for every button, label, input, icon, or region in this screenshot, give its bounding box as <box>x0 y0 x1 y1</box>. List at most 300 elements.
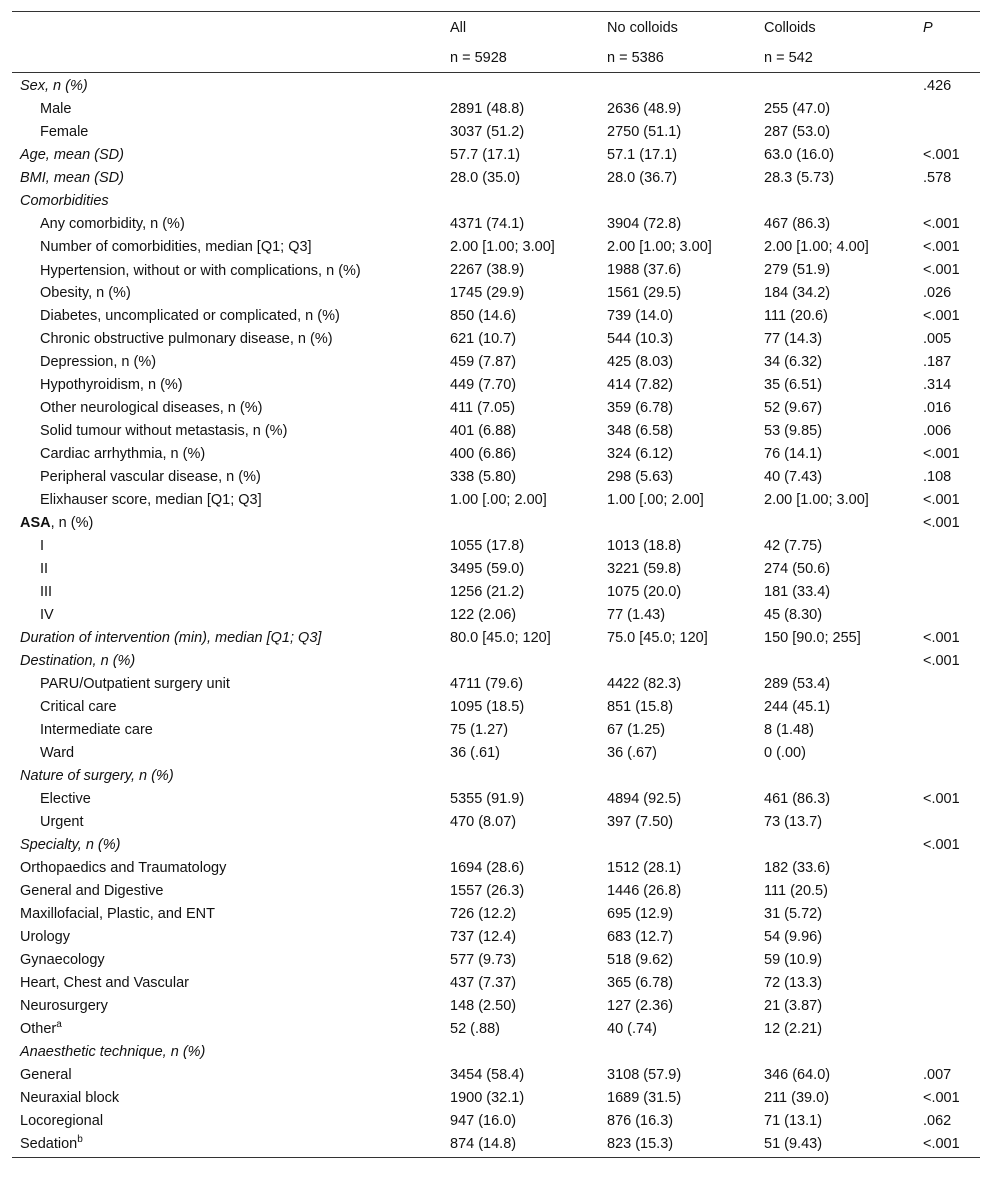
table-row <box>12 628 980 651</box>
cell-p-value: <.001 <box>923 492 960 508</box>
cell-all: 1.00 [.00; 2.00] <box>450 492 547 508</box>
cell-colloids: 40 (7.43) <box>764 469 823 485</box>
row-label-text: Number of comorbidities, median [Q1; Q3] <box>40 239 312 255</box>
cell-colloids: 287 (53.0) <box>764 124 831 140</box>
row-label-text: ASA <box>20 515 51 531</box>
cell-no-colloids: 67 (1.25) <box>607 722 666 738</box>
cell-colloids: 34 (6.32) <box>764 354 823 370</box>
table-row <box>12 1019 980 1042</box>
row-label-text: General <box>20 1067 72 1083</box>
table-row <box>12 582 980 605</box>
cell-no-colloids: 77 (1.43) <box>607 607 666 623</box>
cell-colloids: 279 (51.9) <box>764 262 831 278</box>
cell-no-colloids <box>607 766 764 789</box>
cell-colloids: 52 (9.67) <box>764 400 823 416</box>
row-label <box>12 191 450 214</box>
row-label <box>12 1042 450 1065</box>
cell-colloids: 8 (1.48) <box>764 722 814 738</box>
cell-p-value: .005 <box>923 331 952 347</box>
cell-colloids: 111 (20.6) <box>764 308 828 324</box>
row-label <box>12 99 450 122</box>
cell-no-colloids: 1561 (29.5) <box>607 285 682 301</box>
cell-all: 459 (7.87) <box>450 354 517 370</box>
cell-no-colloids <box>607 191 764 214</box>
cell-all: 1256 (21.2) <box>450 584 525 600</box>
cell-p-value: .006 <box>923 423 952 439</box>
cell-no-colloids: 359 (6.78) <box>607 400 674 416</box>
cell-all: 28.0 (35.0) <box>450 170 521 186</box>
cell-colloids: 73 (13.7) <box>764 814 823 830</box>
cell-colloids <box>764 1042 921 1065</box>
cell-no-colloids: 1013 (18.8) <box>607 538 682 554</box>
row-label <box>12 375 450 398</box>
cell-no-colloids: 2.00 [1.00; 3.00] <box>607 239 712 255</box>
row-label-text: General and Digestive <box>20 883 164 899</box>
row-label <box>12 996 450 1019</box>
table-row <box>12 73 980 100</box>
table-row <box>12 950 980 973</box>
cell-no-colloids: 2636 (48.9) <box>607 101 682 117</box>
cell-no-colloids: 876 (16.3) <box>607 1113 674 1129</box>
row-label-text: Anaesthetic technique, n (%) <box>20 1044 206 1060</box>
cell-no-colloids: 425 (8.03) <box>607 354 674 370</box>
cell-no-colloids <box>607 835 764 858</box>
row-label <box>12 536 450 559</box>
cell-p-value: .016 <box>923 400 952 416</box>
table-row <box>12 1134 980 1158</box>
row-label-text: Other <box>20 1021 57 1037</box>
row-label <box>12 145 450 168</box>
cell-colloids: 28.3 (5.73) <box>764 170 835 186</box>
row-label-text: Sex, n (%) <box>20 78 88 94</box>
row-label <box>12 444 450 467</box>
row-label-text: Peripheral vascular disease, n (%) <box>40 469 261 485</box>
row-label <box>12 605 450 628</box>
cell-no-colloids: 2750 (51.1) <box>607 124 682 140</box>
cell-all <box>450 1042 607 1065</box>
cell-p-value <box>921 1019 980 1042</box>
cell-all: 3454 (58.4) <box>450 1067 525 1083</box>
cell-no-colloids: 823 (15.3) <box>607 1134 764 1158</box>
row-label <box>12 743 450 766</box>
cell-p-value: .026 <box>923 285 952 301</box>
cell-all: 3495 (59.0) <box>450 561 525 577</box>
row-label <box>12 1019 450 1042</box>
table-row <box>12 398 980 421</box>
table-row <box>12 214 980 237</box>
cell-all: 874 (14.8) <box>450 1134 607 1158</box>
cell-all: 36 (.61) <box>450 745 500 761</box>
row-label-text: Neurosurgery <box>20 998 108 1014</box>
row-label <box>12 927 450 950</box>
cell-p-value <box>921 720 980 743</box>
cell-p-value: <.001 <box>923 308 960 324</box>
cell-colloids: 76 (14.1) <box>764 446 823 462</box>
cell-colloids: 35 (6.51) <box>764 377 823 393</box>
row-label-text: Gynaecology <box>20 952 105 968</box>
cell-all: 57.7 (17.1) <box>450 147 521 163</box>
cell-all <box>450 73 607 100</box>
table-row <box>12 191 980 214</box>
data-table <box>12 11 980 1158</box>
cell-p-value: .314 <box>923 377 952 393</box>
cell-colloids: 244 (45.1) <box>764 699 831 715</box>
cell-colloids: 12 (2.21) <box>764 1021 823 1037</box>
row-label-text: IV <box>40 607 54 623</box>
cell-all: 5355 (91.9) <box>450 791 525 807</box>
cell-no-colloids: 1988 (37.6) <box>607 262 682 278</box>
row-label-text: Locoregional <box>20 1113 104 1129</box>
row-label <box>12 73 450 100</box>
cell-p-value: .007 <box>923 1067 952 1083</box>
cell-no-colloids: 397 (7.50) <box>607 814 674 830</box>
cell-no-colloids: 3221 (59.8) <box>607 561 682 577</box>
row-label <box>12 973 450 996</box>
cell-colloids: 53 (9.85) <box>764 423 823 439</box>
col-p-header: P <box>921 12 980 41</box>
cell-p-value <box>921 674 980 697</box>
cell-colloids: 461 (86.3) <box>764 791 831 807</box>
row-label <box>12 789 450 812</box>
cell-no-colloids: 40 (.74) <box>607 1021 657 1037</box>
cell-no-colloids: 1446 (26.8) <box>607 883 682 899</box>
cell-all: 1095 (18.5) <box>450 699 525 715</box>
cell-p-value <box>921 1042 980 1065</box>
cell-p-value: <.001 <box>923 262 960 278</box>
cell-colloids: 181 (33.4) <box>764 584 831 600</box>
row-label-text: Intermediate care <box>40 722 153 738</box>
cell-no-colloids: 57.1 (17.1) <box>607 147 678 163</box>
row-label-text: Diabetes, uncomplicated or complicated, n (%) <box>40 308 340 324</box>
cell-p-value <box>921 99 980 122</box>
cell-colloids <box>764 835 921 858</box>
cell-p-value <box>921 927 980 950</box>
cell-all: 338 (5.80) <box>450 469 517 485</box>
row-label-text: Age, mean (SD) <box>20 147 124 163</box>
table-row <box>12 858 980 881</box>
table-row <box>12 812 980 835</box>
col-no-colloids-header: No colloids <box>607 12 764 41</box>
cell-colloids <box>764 73 921 100</box>
cell-all: 1557 (26.3) <box>450 883 525 899</box>
table-row <box>12 766 980 789</box>
cell-all: 1900 (32.1) <box>450 1090 525 1106</box>
table-row <box>12 467 980 490</box>
row-label <box>12 398 450 421</box>
row-label-text: III <box>40 584 53 600</box>
col-colloids-header: Colloids <box>764 12 921 41</box>
cell-p-value: <.001 <box>923 791 960 807</box>
table-row <box>12 996 980 1019</box>
cell-all: 1694 (28.6) <box>450 860 525 876</box>
cell-p-value <box>921 743 980 766</box>
cell-all: 411 (7.05) <box>450 400 516 416</box>
table-row <box>12 1111 980 1134</box>
row-label-suffix: , n (%) <box>50 515 94 531</box>
cell-colloids: 111 (20.5) <box>764 883 828 899</box>
cell-p-value: <.001 <box>921 1134 980 1158</box>
cell-all: 4371 (74.1) <box>450 216 525 232</box>
cell-no-colloids <box>607 513 764 536</box>
cell-no-colloids: 851 (15.8) <box>607 699 674 715</box>
cell-p-value: <.001 <box>923 147 960 163</box>
table-row <box>12 536 980 559</box>
row-label <box>12 720 450 743</box>
row-label-text: Hypothyroidism, n (%) <box>40 377 183 393</box>
cell-all <box>450 835 607 858</box>
row-label <box>12 881 450 904</box>
cell-no-colloids: 28.0 (36.7) <box>607 170 678 186</box>
table-row <box>12 651 980 674</box>
row-label-text: Urology <box>20 929 70 945</box>
row-label-text: Obesity, n (%) <box>40 285 131 301</box>
row-label-text: Female <box>40 124 89 140</box>
cell-colloids: 71 (13.1) <box>764 1113 823 1129</box>
table-row <box>12 168 980 191</box>
row-label-text: Heart, Chest and Vascular <box>20 975 189 991</box>
cell-p-value: .578 <box>923 170 952 186</box>
cell-p-value: <.001 <box>923 653 960 669</box>
cell-all: 850 (14.6) <box>450 308 517 324</box>
row-label <box>12 329 450 352</box>
cell-p-value <box>921 582 980 605</box>
cell-no-colloids: 4422 (82.3) <box>607 676 682 692</box>
cell-colloids: 274 (50.6) <box>764 561 831 577</box>
row-label <box>12 674 450 697</box>
table-row <box>12 1065 980 1088</box>
cell-colloids: 150 [90.0; 255] <box>764 630 861 646</box>
row-label-text: Destination, n (%) <box>20 653 136 669</box>
cell-p-value: .187 <box>923 354 952 370</box>
cell-no-colloids: 544 (10.3) <box>607 331 674 347</box>
row-label-text: Maxillofacial, Plastic, and ENT <box>20 906 216 922</box>
row-label-text: Specialty, n (%) <box>20 837 121 853</box>
row-label-text: BMI, mean (SD) <box>20 170 124 186</box>
row-label-text: PARU/Outpatient surgery unit <box>40 676 230 692</box>
table-row <box>12 720 980 743</box>
row-label <box>12 122 450 145</box>
cell-colloids: 42 (7.75) <box>764 538 823 554</box>
cell-p-value: .062 <box>923 1113 952 1129</box>
table-row <box>12 283 980 306</box>
cell-no-colloids: 36 (.67) <box>607 745 657 761</box>
cell-colloids: 289 (53.4) <box>764 676 831 692</box>
cell-no-colloids <box>607 651 764 674</box>
cell-colloids: 45 (8.30) <box>764 607 823 623</box>
cell-all: 737 (12.4) <box>450 929 517 945</box>
table-row <box>12 697 980 720</box>
cell-colloids <box>764 651 921 674</box>
cell-p-value <box>921 122 980 145</box>
cell-no-colloids: 695 (12.9) <box>607 906 674 922</box>
footnote-marker: b <box>77 1134 83 1145</box>
row-label <box>12 559 450 582</box>
table-row <box>12 835 980 858</box>
row-label <box>12 467 450 490</box>
row-label <box>12 766 450 789</box>
row-label-text: Other neurological diseases, n (%) <box>40 400 263 416</box>
table-row <box>12 490 980 513</box>
cell-p-value <box>921 973 980 996</box>
cell-no-colloids <box>607 1042 764 1065</box>
row-label-text: Ward <box>40 745 75 761</box>
cell-colloids: 51 (9.43) <box>764 1134 921 1158</box>
table-row <box>12 260 980 283</box>
table-row <box>12 743 980 766</box>
row-label <box>12 858 450 881</box>
cell-no-colloids: 1.00 [.00; 2.00] <box>607 492 704 508</box>
table-row <box>12 1042 980 1065</box>
table-row <box>12 559 980 582</box>
footnote-marker: a <box>56 1019 62 1030</box>
row-label-text: Solid tumour without metastasis, n (%) <box>40 423 288 439</box>
cell-all: 449 (7.70) <box>450 377 517 393</box>
row-label <box>12 283 450 306</box>
cell-p-value <box>921 858 980 881</box>
cell-colloids: 2.00 [1.00; 4.00] <box>764 239 869 255</box>
cell-colloids: 0 (.00) <box>764 745 806 761</box>
table-row <box>12 904 980 927</box>
cell-all: 4711 (79.6) <box>450 676 524 692</box>
cell-all: 75 (1.27) <box>450 722 509 738</box>
row-label <box>12 352 450 375</box>
cell-p-value <box>921 559 980 582</box>
header-row-counts <box>12 40 980 73</box>
cell-p-value: <.001 <box>923 239 960 255</box>
row-label-text: Elixhauser score, median [Q1; Q3] <box>40 492 262 508</box>
cell-no-colloids: 127 (2.36) <box>607 998 674 1014</box>
cell-no-colloids: 3108 (57.9) <box>607 1067 682 1083</box>
cell-all: 437 (7.37) <box>450 975 517 991</box>
cell-no-colloids: 414 (7.82) <box>607 377 674 393</box>
row-label <box>12 1088 450 1111</box>
row-label <box>12 421 450 444</box>
cell-colloids <box>764 513 921 536</box>
cell-no-colloids: 4894 (92.5) <box>607 791 682 807</box>
cell-no-colloids: 518 (9.62) <box>607 952 674 968</box>
col-all-header: All <box>450 12 607 41</box>
table-row <box>12 329 980 352</box>
cell-p-value <box>921 812 980 835</box>
row-label-text: Hypertension, without or with complications, n (%) <box>40 263 361 279</box>
row-label <box>12 306 450 329</box>
cell-all: 80.0 [45.0; 120] <box>450 630 551 646</box>
cell-all: 148 (2.50) <box>450 998 517 1014</box>
cell-p-value <box>921 697 980 720</box>
row-label-text: Urgent <box>40 814 84 830</box>
cell-all: 3037 (51.2) <box>450 124 525 140</box>
row-label-text: Cardiac arrhythmia, n (%) <box>40 446 206 462</box>
table-row <box>12 145 980 168</box>
col-no-colloids-n: n = 5386 <box>607 40 764 73</box>
cell-colloids: 346 (64.0) <box>764 1067 831 1083</box>
cell-colloids: 31 (5.72) <box>764 906 823 922</box>
cell-colloids: 255 (47.0) <box>764 101 831 117</box>
cell-p-value: <.001 <box>923 216 960 232</box>
cell-no-colloids: 3904 (72.8) <box>607 216 682 232</box>
cell-colloids <box>764 766 921 789</box>
cell-no-colloids: 298 (5.63) <box>607 469 674 485</box>
cell-colloids: 182 (33.6) <box>764 860 831 876</box>
row-label-text: Nature of surgery, n (%) <box>20 768 174 784</box>
row-label-text: Depression, n (%) <box>40 354 157 370</box>
row-label <box>12 628 450 651</box>
cell-all: 470 (8.07) <box>450 814 517 830</box>
table-row <box>12 674 980 697</box>
row-label <box>12 237 450 260</box>
cell-all: 577 (9.73) <box>450 952 517 968</box>
row-label-text: Neuraxial block <box>20 1090 120 1106</box>
row-label-text: Comorbidities <box>20 193 109 209</box>
cell-colloids <box>764 191 921 214</box>
table-row <box>12 352 980 375</box>
cell-colloids: 63.0 (16.0) <box>764 147 835 163</box>
row-label-text: Elective <box>40 791 91 807</box>
cell-all: 122 (2.06) <box>450 607 517 623</box>
row-label <box>12 904 450 927</box>
cell-no-colloids: 683 (12.7) <box>607 929 674 945</box>
cell-colloids: 54 (9.96) <box>764 929 823 945</box>
row-label-text: Sedation <box>20 1136 78 1152</box>
row-label <box>12 214 450 237</box>
col-all-n: n = 5928 <box>450 40 607 73</box>
table-row <box>12 375 980 398</box>
cell-colloids: 467 (86.3) <box>764 216 831 232</box>
cell-colloids: 211 (39.0) <box>764 1090 830 1106</box>
row-label <box>12 1134 450 1158</box>
table-row <box>12 99 980 122</box>
table-row <box>12 927 980 950</box>
cell-p-value <box>921 950 980 973</box>
table-row <box>12 513 980 536</box>
cell-no-colloids: 1689 (31.5) <box>607 1090 682 1106</box>
col-colloids-n: n = 542 <box>764 40 921 73</box>
cell-no-colloids: 739 (14.0) <box>607 308 674 324</box>
cell-all: 401 (6.88) <box>450 423 517 439</box>
row-label-text: Any comorbidity, n (%) <box>40 216 185 232</box>
cell-p-value: <.001 <box>923 515 960 531</box>
row-label <box>12 1065 450 1088</box>
cell-p-value <box>921 191 980 214</box>
cell-no-colloids <box>607 73 764 100</box>
row-label-text: Orthopaedics and Traumatology <box>20 860 227 876</box>
row-label <box>12 651 450 674</box>
cell-all: 1745 (29.9) <box>450 285 525 301</box>
cell-all: 2891 (48.8) <box>450 101 525 117</box>
cell-all: 1055 (17.8) <box>450 538 525 554</box>
table-row <box>12 444 980 467</box>
header-row-labels <box>12 12 980 41</box>
cell-colloids: 2.00 [1.00; 3.00] <box>764 492 869 508</box>
row-label <box>12 1111 450 1134</box>
row-label <box>12 582 450 605</box>
cell-p-value: .108 <box>923 469 952 485</box>
row-label <box>12 490 450 513</box>
cell-no-colloids: 1075 (20.0) <box>607 584 682 600</box>
cell-all: 2267 (38.9) <box>450 262 525 278</box>
cell-colloids: 77 (14.3) <box>764 331 823 347</box>
cell-all: 947 (16.0) <box>450 1113 517 1129</box>
cell-no-colloids: 324 (6.12) <box>607 446 674 462</box>
cell-colloids: 184 (34.2) <box>764 285 831 301</box>
row-label-text: Chronic obstructive pulmonary disease, n (%) <box>40 331 333 347</box>
cell-p-value <box>921 766 980 789</box>
row-label-text: Male <box>40 101 72 117</box>
row-label <box>12 835 450 858</box>
cell-p-value <box>921 536 980 559</box>
row-label <box>12 950 450 973</box>
table-row <box>12 605 980 628</box>
